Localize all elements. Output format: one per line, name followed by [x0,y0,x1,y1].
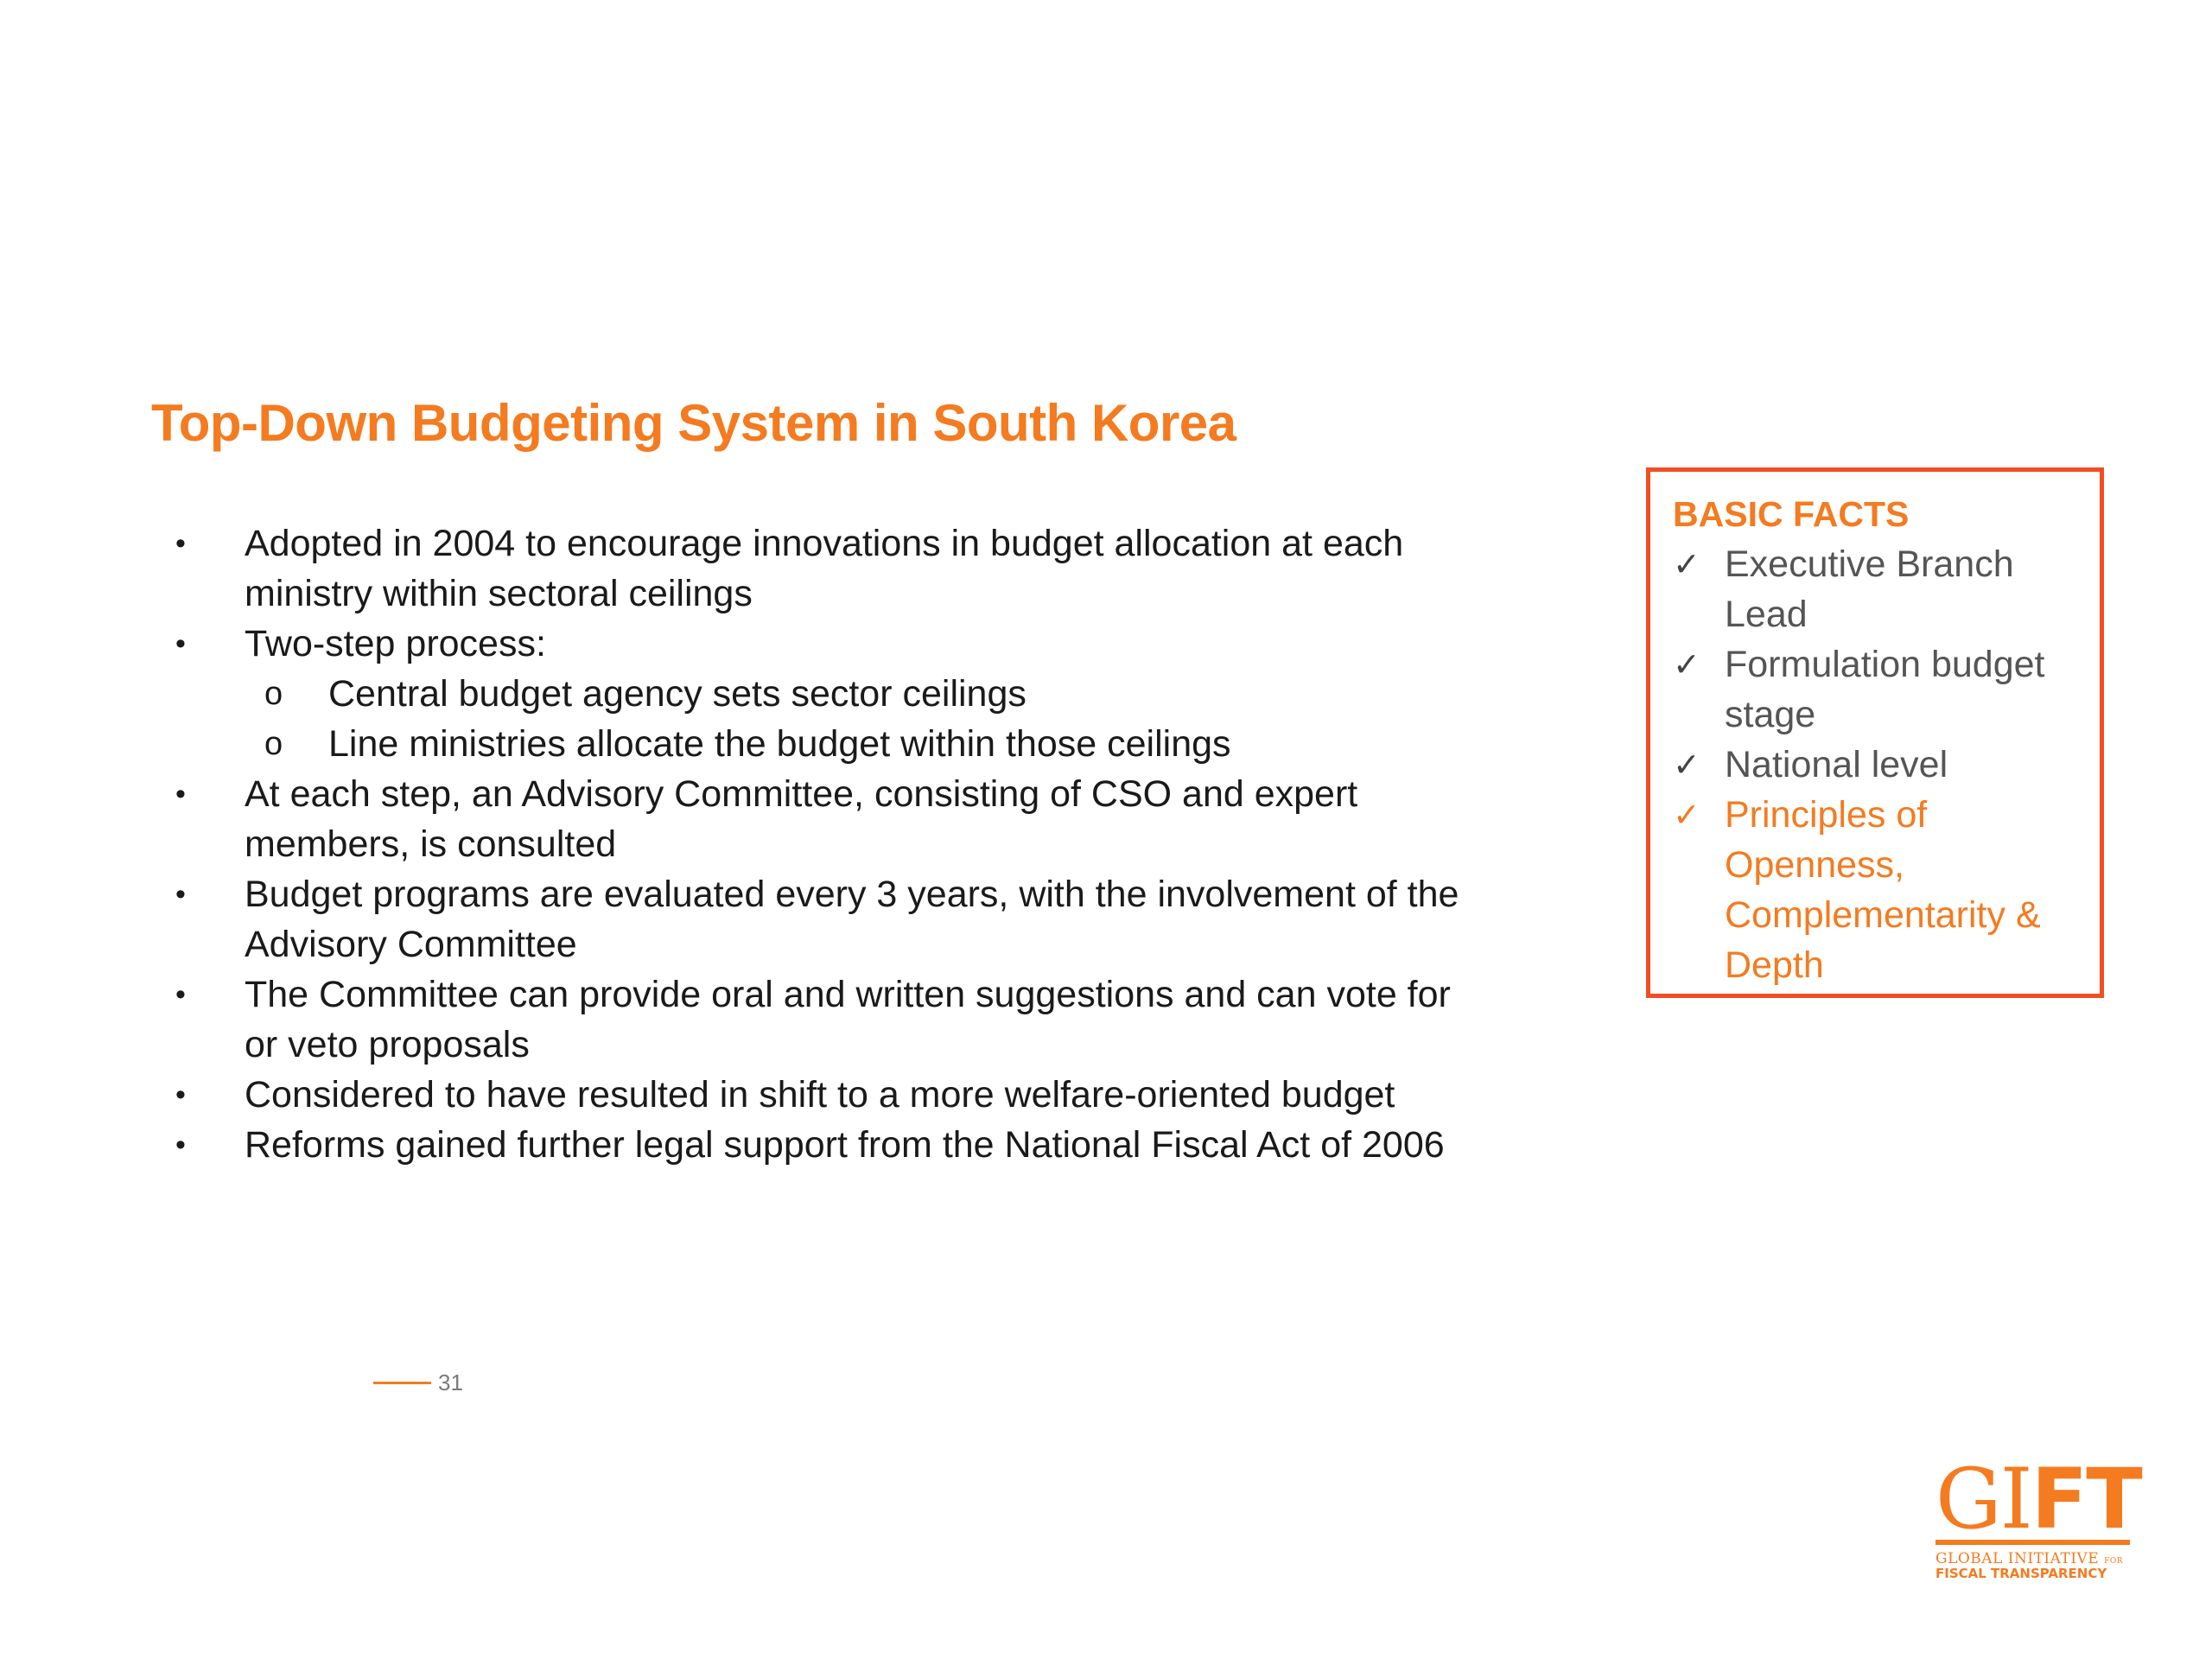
basic-facts-list [1673,539,2077,990]
list-item [173,769,1469,869]
fact-text: Principles of Openness, Complementarity & Depth [1725,794,2041,986]
list-item [173,619,1469,769]
sub-bullet-marker: o [264,676,283,712]
sub-list [245,669,1469,769]
logo-tagline-small: FOR [2104,1557,2124,1566]
checkmark-icon: ✓ [1673,545,1700,583]
slide-title: Top-Down Budgeting System in South Korea [151,394,1236,452]
bullet-text: At each step, an Advisory Committee, consisting of CSO and expert members, is consulted [245,773,1358,865]
page-number: 31 [438,1370,463,1395]
logo-mark [1936,1451,2141,1548]
bullet-text: Budget programs are evaluated every 3 years, with the involvement of the Advisory Committee [245,874,1459,965]
list-item [173,869,1469,969]
logo-tagline-text: GLOBAL INITIATIVE [1936,1550,2100,1567]
fact-text: National level [1725,744,1948,785]
bullet-marker: • [175,1128,186,1161]
page-rule-divider [373,1382,431,1384]
bullet-text: Two-step process: [245,623,546,664]
sub-bullet-text: Central budget agency sets sector ceilings [328,673,1027,715]
fact-text: Executive Branch Lead [1725,543,2014,635]
bullet-marker: • [175,1078,186,1111]
list-item [173,1120,1469,1170]
bullet-marker: • [175,878,186,911]
logo-tagline-2: FISCAL TRANSPARENCY [1936,1566,2107,1581]
logo-mark-light: GI [1936,1451,2031,1548]
list-item [173,518,1469,619]
fact-item [1673,539,2077,639]
list-item [173,969,1469,1070]
bullet-text: Adopted in 2004 to encourage innovations in budget allocation at each ministry within sectoral ceilings [245,523,1404,614]
fact-item-highlighted [1673,790,2077,990]
bullet-text: Considered to have resulted in shift to a more welfare-oriented budget [245,1074,1395,1116]
list-item [173,1070,1469,1120]
bullet-marker: • [175,627,186,660]
bullet-marker: • [175,527,186,560]
logo-tagline-1 [1936,1550,2134,1567]
gift-logo [1936,1451,2141,1581]
fact-item [1673,639,2077,740]
logo-mark-bold: FT [2031,1451,2141,1548]
checkmark-icon: ✓ [1673,645,1700,683]
basic-facts-heading: BASIC FACTS [1673,494,1910,534]
page-number-footer [373,1370,463,1396]
bullet-text: The Committee can provide oral and written suggestions and can vote for or veto proposals [245,974,1451,1065]
bullet-marker: • [175,978,186,1011]
bullet-list [173,518,1469,1170]
sub-list-item [245,719,1469,769]
sub-bullet-text: Line ministries allocate the budget within those ceilings [328,723,1231,765]
bullet-text: Reforms gained further legal support from the National Fiscal Act of 2006 [245,1124,1445,1166]
basic-facts-box [1646,467,2104,998]
sub-list-item [245,669,1469,719]
fact-text: Formulation budget stage [1725,644,2045,735]
fact-item [1673,740,2077,790]
checkmark-icon: ✓ [1673,796,1700,834]
sub-bullet-marker: o [264,726,283,762]
bullet-marker: • [175,778,186,810]
checkmark-icon: ✓ [1673,746,1700,784]
